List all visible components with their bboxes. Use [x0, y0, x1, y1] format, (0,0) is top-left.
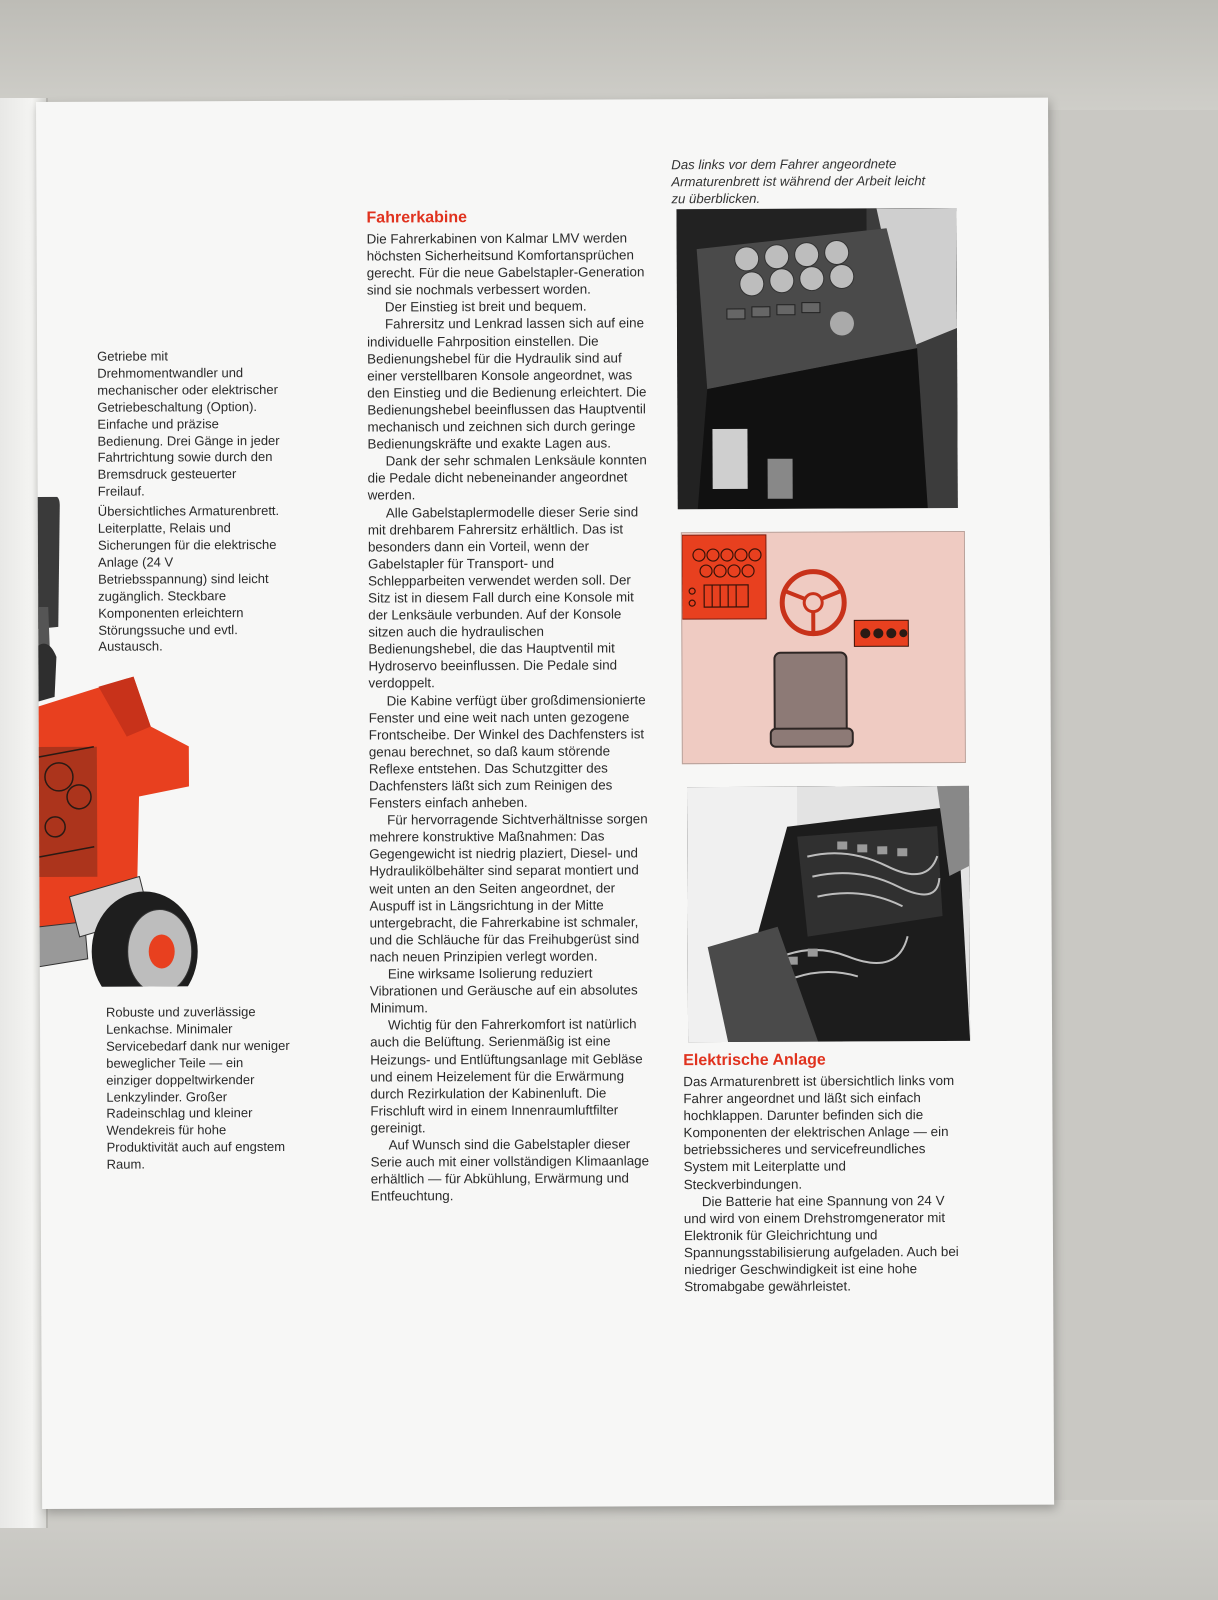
- fahrerkabine-paragraph: Die Kabine verfügt über großdimensionierte Fenster und eine weit nach unten gezogene Frontscheibe. Der Winkel des Dachfensters ist genau berechnet, so daß kaum störende Reflexe entstehen. Das Schutzgitter des Dachfensters läßt sich zum Reinigen des Fensters einfach anheben.: [368, 691, 646, 811]
- fahrerkabine-paragraph: Dank der sehr schmalen Lenksäule konnten die Pedale dicht nebeneinander angeordnet werden.: [367, 452, 647, 503]
- table-background-top: [0, 0, 1218, 110]
- cab-layout-diagram: [681, 531, 966, 764]
- fahrerkabine-section: [366, 207, 655, 1205]
- fahrerkabine-paragraph: Die Fahrerkabinen von Kalmar LMV werden höchsten Sicherheitsund Komfortansprüchen gerecht. Für die neue Gabelstapler-Generation sind sie nochmals verbessert worden.: [366, 230, 645, 298]
- fahrerkabine-paragraph: Der Einstieg ist breit und bequem.: [384, 298, 587, 315]
- elektrische-anlage-paragraph: Die Batterie hat eine Spannung von 24 V und wird von einem Drehstromgenerator mit Elektronik für Gleichrichtung und Spannungsstabilisierung aufgeladen. Auch bei niedriger Geschwindigkeit ist eine hohe Stromabgabe gewährleistet.: [683, 1192, 959, 1295]
- dashboard-photo-caption: Das links vor dem Fahrer angeordnete Armaturenbrett ist während der Arbeit leicht zu überblicken.: [671, 156, 926, 206]
- elektrische-anlage-section: [683, 1050, 964, 1295]
- elektrische-anlage-paragraph: Das Armaturenbrett ist übersichtlich links vom Fahrer angeordnet und läßt sich einfach hochklappen. Darunter befinden sich die Komponenten der elektrischen Anlage — ein betriebssicheres und servicefreundliches System mit Leiterplatte und Steckverbindungen.: [683, 1073, 955, 1192]
- fahrerkabine-paragraph: Fahrersitz und Lenkrad lassen sich auf eine individuelle Fahrposition einstellen. Die Bedienungshebel für die Hydraulik sind auf einer verstellbaren Konsole angeordnet, was den Einstieg und die Bedienung erleichtert. Die Bedienungshebel beeinflussen das Hauptventil mechanisch und zeichnen sich durch geringe Bedienungskräfte und exakte Lagen aus.: [367, 315, 647, 452]
- fahrerkabine-paragraph: Alle Gabelstaplermodelle dieser Serie sind mit drehbarem Fahrersitz erhältlich. Das ist besonders dann ein Vorteil, wenn der Gabelstapler für Transport- und Schlepparbeiten verwendet werden soll. Der Sitz ist in diesem Fall durch eine Konsole mit der Lenksäule verbunden. Auf der Konsole sitzen auch die hydraulischen Bedienungshebel, die das Hauptventil mit Hydroservo beeinflussen. Die Pedale sind verdoppelt.: [367, 503, 639, 691]
- left-caption-column-bottom: [106, 1004, 292, 1177]
- axle-caption: Robuste und zuverlässige Lenkachse. Minimaler Servicebedarf dank nur weniger beweglicher Teile — ein einziger doppeltwirkender Lenkzylinder. Großer Radeinschlag und kleiner Wendekreis für hohe Produktivität auch auf engstem Raum.: [105, 1004, 290, 1172]
- elektrische-anlage-heading: Elektrische Anlage: [683, 1051, 826, 1070]
- table-background-bottom: [0, 1500, 1218, 1600]
- gearbox-caption: Getriebe mit Drehmomentwandler und mechanischer oder elektrischer Getriebeschaltung (Option). Einfache und präzise Bedienung. Drei Gänge in jeder Fahrtrichtung sowie durch den Bremsdruck gesteuerter Freilauf.: [97, 348, 280, 499]
- fahrerkabine-heading: Fahrerkabine: [366, 209, 468, 227]
- dashboard-caption: Übersichtliches Armaturenbrett. Leiterplatte, Relais und Sicherungen für die elektrische Anlage (24 V Betriebsspannung) sind leicht zugänglich. Steckbare Komponenten erleichtern Störungssuche und evtl. Austausch.: [97, 503, 280, 655]
- fahrerkabine-paragraph: Für hervorragende Sichtverhältnisse sorgen mehrere konstruktive Maßnahmen: Das Gegengewicht ist niedrig plaziert, Diesel- und Hydraulikölbehälter sind separat montiert und weit unten an den Seiten angeordnet, der Auspuff ist in Längsrichtung in der Mitte untergebracht, die Fahrerkabine ist schmaler, und die Schläuche für das Freihubgerüst sind nach neuen Prinzipien verlegt worden.: [369, 811, 648, 965]
- brochure-page: [36, 98, 1054, 1509]
- fahrerkabine-paragraph: Auf Wunsch sind die Gabelstapler dieser Serie auch mit einer vollständigen Klimaanlage erhältlich — für Abkühlung, Erwärmung und Entfeuchtung.: [370, 1136, 650, 1204]
- left-caption-column-top: [97, 348, 283, 659]
- fahrerkabine-paragraph: Eine wirksame Isolierung reduziert Vibrationen und Geräusche auf ein absolutes Minimum.: [369, 965, 638, 1016]
- dashboard-photo: [676, 208, 957, 509]
- electrical-system-photo: [687, 786, 970, 1042]
- fahrerkabine-paragraph: Wichtig für den Fahrerkomfort ist natürlich auch die Belüftung. Serienmäßig ist eine Heizungs- und Entlüftungsanlage mit Gebläse und einem Heizelement für die Erwärmung durch Rezirkulation der Kabinenluft. Die Frischluft wird in einem Innenraumluftfilter gereinigt.: [370, 1016, 643, 1136]
